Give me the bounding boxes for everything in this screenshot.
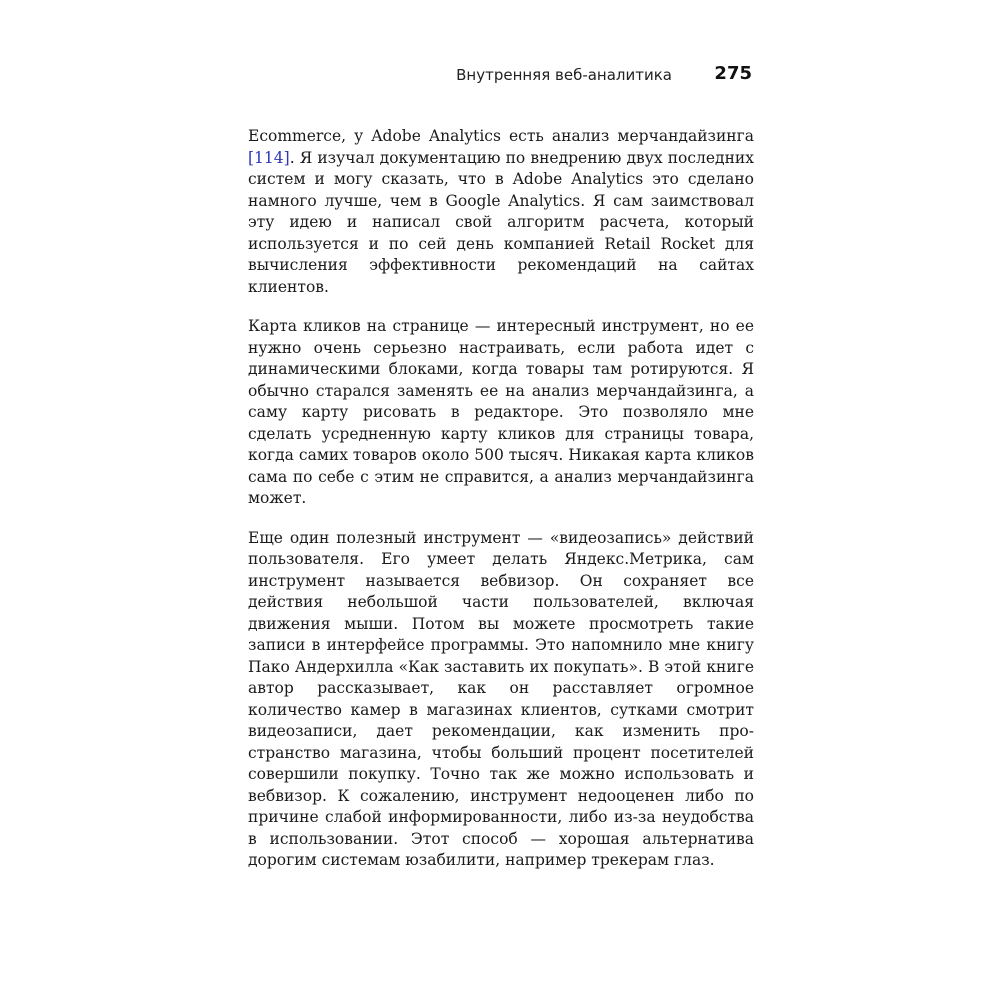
paragraph-2: Карта кликов на странице — интересный инструмент, но ее нужно очень серьезно настраивать, если работа идет с динамическими блоками, когда товары там ротируются. Я обычно старался заменять ее на анализ мерчандайзинга, а саму карту рисовать в редакторе. Это позволяло мне сделать усредненную карту кликов для страницы товара, когда самих товаров около 500 тысяч. Никакая карта кликов сама по себе с этим не справится, а анализ мерчандайзинга может. (248, 317, 754, 507)
paragraph-1 (248, 126, 754, 298)
body-text (248, 126, 754, 890)
running-header (248, 64, 752, 88)
paragraph-1-text-after-link: . Я изучал документацию по внедрению двух последних систем и могу сказать, что в Adobe Analytics это сделано намного лучше, чем в Google Analytics. Я сам заимствовал эту идею и написал свой алгоритм расчета, который используется и по сей день компанией Retail Rocket для вычисления эффективности рекомендаций на сайтах клиентов. (248, 148, 754, 296)
paragraph-3: Еще один полезный инструмент — «видеозапись» действий пользователя. Его умеет делать Яндекс.Метрика, сам инструмент называется вебвизор. Он сохраняет все действия небольшой части пользователей, включая движения мыши. Потом вы можете просмотреть такие записи в интерфейсе программы. Это напомнило мне книгу Пако Андерхилла «Как заставить их покупать». В этой книге автор рассказывает, как он расставляет огромное количество камер в магазинах клиентов, сутками смотрит видеозаписи, дает рекомендации, как изменить пространство магазина, чтобы больший процент посетителей совершили покупку. Точно так же можно использовать и вебвизор. К сожалению, инструмент недооценен либо по причине слабой информированности, либо из-за неудобства в использовании. Этот способ — хорошая альтернатива дорогим системам юзабилити, например трекерам глаз. (248, 528, 754, 869)
page-number: 275 (714, 63, 752, 84)
running-title: Внутренняя веб-аналитика (456, 66, 672, 84)
paragraph-1-text-before-link: Ecommerce, у Adobe Analytics есть анализ мерчандайзинга (248, 127, 754, 145)
citation-link-114[interactable]: [114] (248, 148, 290, 167)
